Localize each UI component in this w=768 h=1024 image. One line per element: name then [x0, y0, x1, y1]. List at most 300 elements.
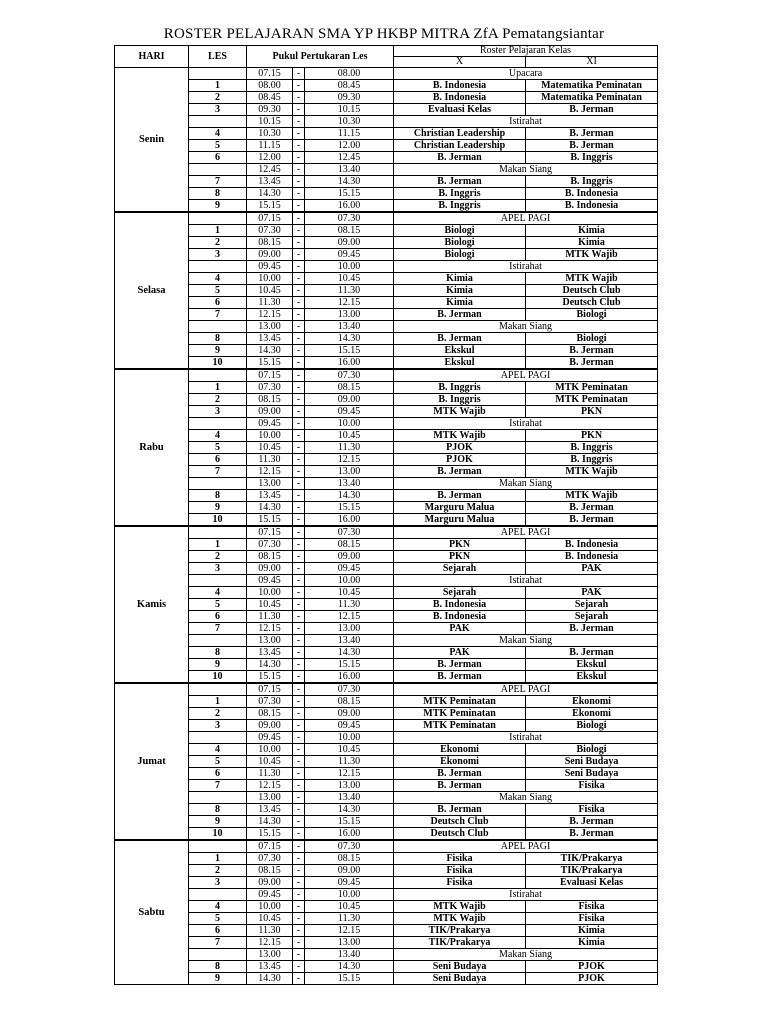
- end-time: 07.30: [305, 526, 394, 539]
- subject-class-x: PAK: [394, 623, 526, 635]
- time-separator: -: [293, 309, 305, 321]
- time-separator: -: [293, 406, 305, 418]
- table-row: [115, 164, 658, 176]
- table-row: [115, 357, 658, 370]
- start-time: 10.00: [247, 744, 293, 756]
- table-row: [115, 768, 658, 780]
- table-row: [115, 249, 658, 261]
- subject-class-x: B. Indonesia: [394, 611, 526, 623]
- start-time: 09.00: [247, 249, 293, 261]
- table-row: [115, 442, 658, 454]
- start-time: 10.00: [247, 430, 293, 442]
- start-time: 07.15: [247, 840, 293, 853]
- les-number: 2: [189, 394, 247, 406]
- end-time: 14.30: [305, 961, 394, 973]
- break-label: APEL PAGI: [394, 683, 658, 696]
- subject-class-xi: B. Indonesia: [526, 539, 658, 551]
- les-number: 4: [189, 273, 247, 285]
- end-time: 08.15: [305, 225, 394, 237]
- table-row: [115, 128, 658, 140]
- time-separator: -: [293, 877, 305, 889]
- end-time: 13.00: [305, 937, 394, 949]
- time-separator: -: [293, 430, 305, 442]
- subject-class-x: B. Jerman: [394, 804, 526, 816]
- end-time: 11.15: [305, 128, 394, 140]
- time-separator: -: [293, 744, 305, 756]
- time-separator: -: [293, 454, 305, 466]
- table-row: [115, 176, 658, 188]
- subject-class-x: Biologi: [394, 225, 526, 237]
- end-time: 13.40: [305, 949, 394, 961]
- subject-class-xi: Fisika: [526, 780, 658, 792]
- subject-class-x: B. Inggris: [394, 382, 526, 394]
- end-time: 10.45: [305, 273, 394, 285]
- end-time: 10.45: [305, 430, 394, 442]
- les-number: 10: [189, 514, 247, 527]
- end-time: 09.00: [305, 865, 394, 877]
- table-row: [115, 840, 658, 853]
- end-time: 13.00: [305, 309, 394, 321]
- start-time: 13.45: [247, 490, 293, 502]
- time-separator: -: [293, 792, 305, 804]
- subject-class-xi: B. Indonesia: [526, 188, 658, 200]
- time-separator: -: [293, 237, 305, 249]
- les-number: 4: [189, 430, 247, 442]
- start-time: 13.00: [247, 635, 293, 647]
- table-row: [115, 853, 658, 865]
- subject-class-xi: B. Jerman: [526, 623, 658, 635]
- subject-class-xi: TIK/Prakarya: [526, 865, 658, 877]
- les-number: [189, 575, 247, 587]
- les-number: 7: [189, 466, 247, 478]
- les-number: 1: [189, 382, 247, 394]
- table-row: [115, 152, 658, 164]
- time-separator: -: [293, 140, 305, 152]
- start-time: 10.45: [247, 599, 293, 611]
- table-row: [115, 309, 658, 321]
- subject-class-xi: B. Jerman: [526, 104, 658, 116]
- subject-class-x: MTK Peminatan: [394, 720, 526, 732]
- subject-class-xi: B. Jerman: [526, 502, 658, 514]
- table-row: [115, 490, 658, 502]
- les-number: 5: [189, 140, 247, 152]
- time-separator: -: [293, 840, 305, 853]
- time-separator: -: [293, 382, 305, 394]
- subject-class-x: B. Inggris: [394, 188, 526, 200]
- table-row: [115, 345, 658, 357]
- break-label: Makan Siang: [394, 635, 658, 647]
- table-row: [115, 611, 658, 623]
- les-number: [189, 889, 247, 901]
- time-separator: -: [293, 116, 305, 128]
- les-number: [189, 369, 247, 382]
- les-number: 2: [189, 708, 247, 720]
- subject-class-x: B. Jerman: [394, 659, 526, 671]
- start-time: 14.30: [247, 816, 293, 828]
- les-number: 4: [189, 587, 247, 599]
- time-separator: -: [293, 949, 305, 961]
- table-row: [115, 913, 658, 925]
- les-number: [189, 68, 247, 80]
- time-separator: -: [293, 418, 305, 430]
- end-time: 15.15: [305, 345, 394, 357]
- table-row: [115, 116, 658, 128]
- table-row: [115, 575, 658, 587]
- subject-class-x: B. Jerman: [394, 152, 526, 164]
- break-label: Istirahat: [394, 116, 658, 128]
- table-row: [115, 973, 658, 985]
- end-time: 10.45: [305, 744, 394, 756]
- table-row: [115, 104, 658, 116]
- start-time: 09.45: [247, 732, 293, 744]
- les-number: 5: [189, 285, 247, 297]
- time-separator: -: [293, 225, 305, 237]
- time-separator: -: [293, 526, 305, 539]
- time-separator: -: [293, 635, 305, 647]
- les-number: 1: [189, 225, 247, 237]
- time-separator: -: [293, 768, 305, 780]
- time-separator: -: [293, 732, 305, 744]
- les-number: [189, 212, 247, 225]
- subject-class-x: Biologi: [394, 237, 526, 249]
- end-time: 09.45: [305, 249, 394, 261]
- start-time: 09.00: [247, 720, 293, 732]
- subject-class-x: Deutsch Club: [394, 816, 526, 828]
- les-number: [189, 261, 247, 273]
- break-label: APEL PAGI: [394, 840, 658, 853]
- table-row: [115, 647, 658, 659]
- time-separator: -: [293, 176, 305, 188]
- start-time: 07.15: [247, 683, 293, 696]
- table-row: [115, 369, 658, 382]
- break-label: Istirahat: [394, 732, 658, 744]
- subject-class-x: Ekskul: [394, 357, 526, 370]
- end-time: 11.30: [305, 442, 394, 454]
- table-row: [115, 877, 658, 889]
- start-time: 07.15: [247, 526, 293, 539]
- table-row: [115, 804, 658, 816]
- time-separator: -: [293, 913, 305, 925]
- subject-class-x: PJOK: [394, 442, 526, 454]
- start-time: 15.15: [247, 357, 293, 370]
- subject-class-x: Deutsch Club: [394, 828, 526, 841]
- time-separator: -: [293, 816, 305, 828]
- start-time: 14.30: [247, 502, 293, 514]
- time-separator: -: [293, 973, 305, 985]
- les-number: 2: [189, 551, 247, 563]
- schedule-table: [114, 45, 658, 985]
- subject-class-x: TIK/Prakarya: [394, 925, 526, 937]
- start-time: 11.30: [247, 297, 293, 309]
- time-separator: -: [293, 261, 305, 273]
- table-row: [115, 961, 658, 973]
- subject-class-x: Ekskul: [394, 345, 526, 357]
- end-time: 15.15: [305, 502, 394, 514]
- start-time: 08.15: [247, 237, 293, 249]
- subject-class-xi: B. Jerman: [526, 140, 658, 152]
- les-number: 3: [189, 104, 247, 116]
- table-row: [115, 780, 658, 792]
- table-row: [115, 937, 658, 949]
- les-number: 2: [189, 237, 247, 249]
- start-time: 08.15: [247, 551, 293, 563]
- subject-class-xi: MTK Peminatan: [526, 394, 658, 406]
- end-time: 11.30: [305, 599, 394, 611]
- break-label: Makan Siang: [394, 949, 658, 961]
- end-time: 10.00: [305, 575, 394, 587]
- start-time: 07.30: [247, 853, 293, 865]
- start-time: 12.15: [247, 780, 293, 792]
- table-row: [115, 382, 658, 394]
- subject-class-xi: Seni Budaya: [526, 756, 658, 768]
- start-time: 08.00: [247, 80, 293, 92]
- subject-class-x: MTK Wajib: [394, 901, 526, 913]
- les-number: [189, 840, 247, 853]
- end-time: 09.00: [305, 237, 394, 249]
- end-time: 10.00: [305, 732, 394, 744]
- table-row: [115, 333, 658, 345]
- subject-class-x: Fisika: [394, 853, 526, 865]
- subject-class-xi: B. Jerman: [526, 647, 658, 659]
- table-row: [115, 792, 658, 804]
- time-separator: -: [293, 961, 305, 973]
- subject-class-xi: MTK Wajib: [526, 273, 658, 285]
- subject-class-xi: B. Inggris: [526, 442, 658, 454]
- start-time: 13.00: [247, 478, 293, 490]
- time-separator: -: [293, 647, 305, 659]
- time-separator: -: [293, 188, 305, 200]
- subject-class-xi: Biologi: [526, 309, 658, 321]
- time-separator: -: [293, 889, 305, 901]
- end-time: 11.30: [305, 913, 394, 925]
- table-row: [115, 756, 658, 768]
- les-number: 7: [189, 176, 247, 188]
- les-number: 5: [189, 756, 247, 768]
- les-number: [189, 792, 247, 804]
- subject-class-x: MTK Wajib: [394, 430, 526, 442]
- subject-class-xi: B. Indonesia: [526, 551, 658, 563]
- subject-class-xi: Deutsch Club: [526, 297, 658, 309]
- les-number: 5: [189, 599, 247, 611]
- start-time: 09.30: [247, 104, 293, 116]
- les-number: 3: [189, 720, 247, 732]
- subject-class-x: Kimia: [394, 285, 526, 297]
- table-row: [115, 454, 658, 466]
- subject-class-x: B. Indonesia: [394, 80, 526, 92]
- subject-class-x: B. Jerman: [394, 466, 526, 478]
- subject-class-xi: B. Jerman: [526, 128, 658, 140]
- table-row: [115, 587, 658, 599]
- table-row: [115, 708, 658, 720]
- subject-class-x: B. Jerman: [394, 176, 526, 188]
- subject-class-x: Sejarah: [394, 587, 526, 599]
- start-time: 12.45: [247, 164, 293, 176]
- end-time: 07.30: [305, 683, 394, 696]
- time-separator: -: [293, 80, 305, 92]
- end-time: 09.45: [305, 720, 394, 732]
- table-row: [115, 671, 658, 684]
- subject-class-xi: Kimia: [526, 925, 658, 937]
- end-time: 12.15: [305, 925, 394, 937]
- table-row: [115, 321, 658, 333]
- end-time: 11.30: [305, 756, 394, 768]
- end-time: 09.45: [305, 877, 394, 889]
- time-separator: -: [293, 563, 305, 575]
- subject-class-xi: Deutsch Club: [526, 285, 658, 297]
- table-row: [115, 901, 658, 913]
- start-time: 13.45: [247, 176, 293, 188]
- les-number: [189, 321, 247, 333]
- subject-class-x: B. Jerman: [394, 333, 526, 345]
- time-separator: -: [293, 357, 305, 370]
- subject-class-x: PJOK: [394, 454, 526, 466]
- les-number: 9: [189, 345, 247, 357]
- table-row: [115, 720, 658, 732]
- les-number: 9: [189, 973, 247, 985]
- subject-class-x: PKN: [394, 539, 526, 551]
- start-time: 07.30: [247, 539, 293, 551]
- subject-class-x: Ekonomi: [394, 756, 526, 768]
- break-label: Makan Siang: [394, 321, 658, 333]
- schedule-body: [115, 68, 658, 985]
- start-time: 13.00: [247, 949, 293, 961]
- time-separator: -: [293, 92, 305, 104]
- time-separator: -: [293, 587, 305, 599]
- les-number: 7: [189, 623, 247, 635]
- subject-class-xi: Ekonomi: [526, 708, 658, 720]
- start-time: 14.30: [247, 659, 293, 671]
- start-time: 14.30: [247, 345, 293, 357]
- les-number: 5: [189, 913, 247, 925]
- end-time: 14.30: [305, 176, 394, 188]
- start-time: 09.45: [247, 889, 293, 901]
- page-title: ROSTER PELAJARAN SMA YP HKBP MITRA ZfA Pematangsiantar: [163, 26, 605, 42]
- les-number: 8: [189, 961, 247, 973]
- start-time: 13.45: [247, 961, 293, 973]
- break-label: Makan Siang: [394, 792, 658, 804]
- table-row: [115, 430, 658, 442]
- start-time: 11.30: [247, 925, 293, 937]
- start-time: 13.45: [247, 647, 293, 659]
- subject-class-x: MTK Wajib: [394, 913, 526, 925]
- start-time: 11.30: [247, 768, 293, 780]
- les-number: 1: [189, 853, 247, 865]
- table-row: [115, 925, 658, 937]
- subject-class-xi: Fisika: [526, 913, 658, 925]
- les-number: 3: [189, 563, 247, 575]
- table-row: [115, 225, 658, 237]
- table-row: [115, 394, 658, 406]
- end-time: 07.30: [305, 840, 394, 853]
- subject-class-xi: MTK Wajib: [526, 466, 658, 478]
- time-separator: -: [293, 321, 305, 333]
- end-time: 08.15: [305, 853, 394, 865]
- start-time: 10.45: [247, 756, 293, 768]
- end-time: 16.00: [305, 514, 394, 527]
- end-time: 08.15: [305, 696, 394, 708]
- end-time: 16.00: [305, 357, 394, 370]
- les-number: [189, 116, 247, 128]
- start-time: 10.00: [247, 273, 293, 285]
- subject-class-xi: PKN: [526, 430, 658, 442]
- subject-class-xi: B. Jerman: [526, 357, 658, 370]
- end-time: 09.00: [305, 708, 394, 720]
- subject-class-xi: PJOK: [526, 961, 658, 973]
- les-number: 9: [189, 200, 247, 213]
- subject-class-x: Ekonomi: [394, 744, 526, 756]
- start-time: 15.15: [247, 671, 293, 684]
- time-separator: -: [293, 937, 305, 949]
- end-time: 15.15: [305, 816, 394, 828]
- subject-class-x: Christian Leadership: [394, 140, 526, 152]
- end-time: 09.45: [305, 406, 394, 418]
- start-time: 08.15: [247, 708, 293, 720]
- subject-class-x: Christian Leadership: [394, 128, 526, 140]
- subject-class-xi: Fisika: [526, 901, 658, 913]
- les-number: 8: [189, 804, 247, 816]
- les-number: 4: [189, 901, 247, 913]
- start-time: 07.30: [247, 382, 293, 394]
- header-class-xi: XI: [526, 57, 658, 68]
- les-number: 6: [189, 768, 247, 780]
- break-label: Upacara: [394, 68, 658, 80]
- table-row: [115, 563, 658, 575]
- time-separator: -: [293, 128, 305, 140]
- day-name: Kamis: [115, 526, 189, 683]
- time-separator: -: [293, 212, 305, 225]
- end-time: 15.15: [305, 188, 394, 200]
- les-number: 3: [189, 406, 247, 418]
- subject-class-xi: B. Jerman: [526, 828, 658, 841]
- les-number: 1: [189, 539, 247, 551]
- day-name: Senin: [115, 68, 189, 213]
- table-row: [115, 200, 658, 213]
- start-time: 15.15: [247, 828, 293, 841]
- time-separator: -: [293, 720, 305, 732]
- start-time: 10.15: [247, 116, 293, 128]
- table-row: [115, 539, 658, 551]
- subject-class-x: Sejarah: [394, 563, 526, 575]
- end-time: 13.40: [305, 164, 394, 176]
- time-separator: -: [293, 599, 305, 611]
- table-row: [115, 502, 658, 514]
- end-time: 13.40: [305, 792, 394, 804]
- start-time: 07.15: [247, 369, 293, 382]
- table-row: [115, 551, 658, 563]
- subject-class-x: MTK Wajib: [394, 406, 526, 418]
- table-row: [115, 635, 658, 647]
- time-separator: -: [293, 478, 305, 490]
- subject-class-x: Fisika: [394, 877, 526, 889]
- header-les: LES: [189, 46, 247, 68]
- subject-class-x: Evaluasi Kelas: [394, 104, 526, 116]
- end-time: 14.30: [305, 490, 394, 502]
- subject-class-xi: Biologi: [526, 744, 658, 756]
- time-separator: -: [293, 828, 305, 841]
- les-number: 2: [189, 865, 247, 877]
- start-time: 10.45: [247, 913, 293, 925]
- time-separator: -: [293, 623, 305, 635]
- subject-class-x: B. Jerman: [394, 768, 526, 780]
- time-separator: -: [293, 68, 305, 80]
- time-separator: -: [293, 756, 305, 768]
- start-time: 10.45: [247, 285, 293, 297]
- start-time: 09.00: [247, 563, 293, 575]
- end-time: 13.00: [305, 780, 394, 792]
- subject-class-x: B. Indonesia: [394, 599, 526, 611]
- subject-class-x: PKN: [394, 551, 526, 563]
- time-separator: -: [293, 285, 305, 297]
